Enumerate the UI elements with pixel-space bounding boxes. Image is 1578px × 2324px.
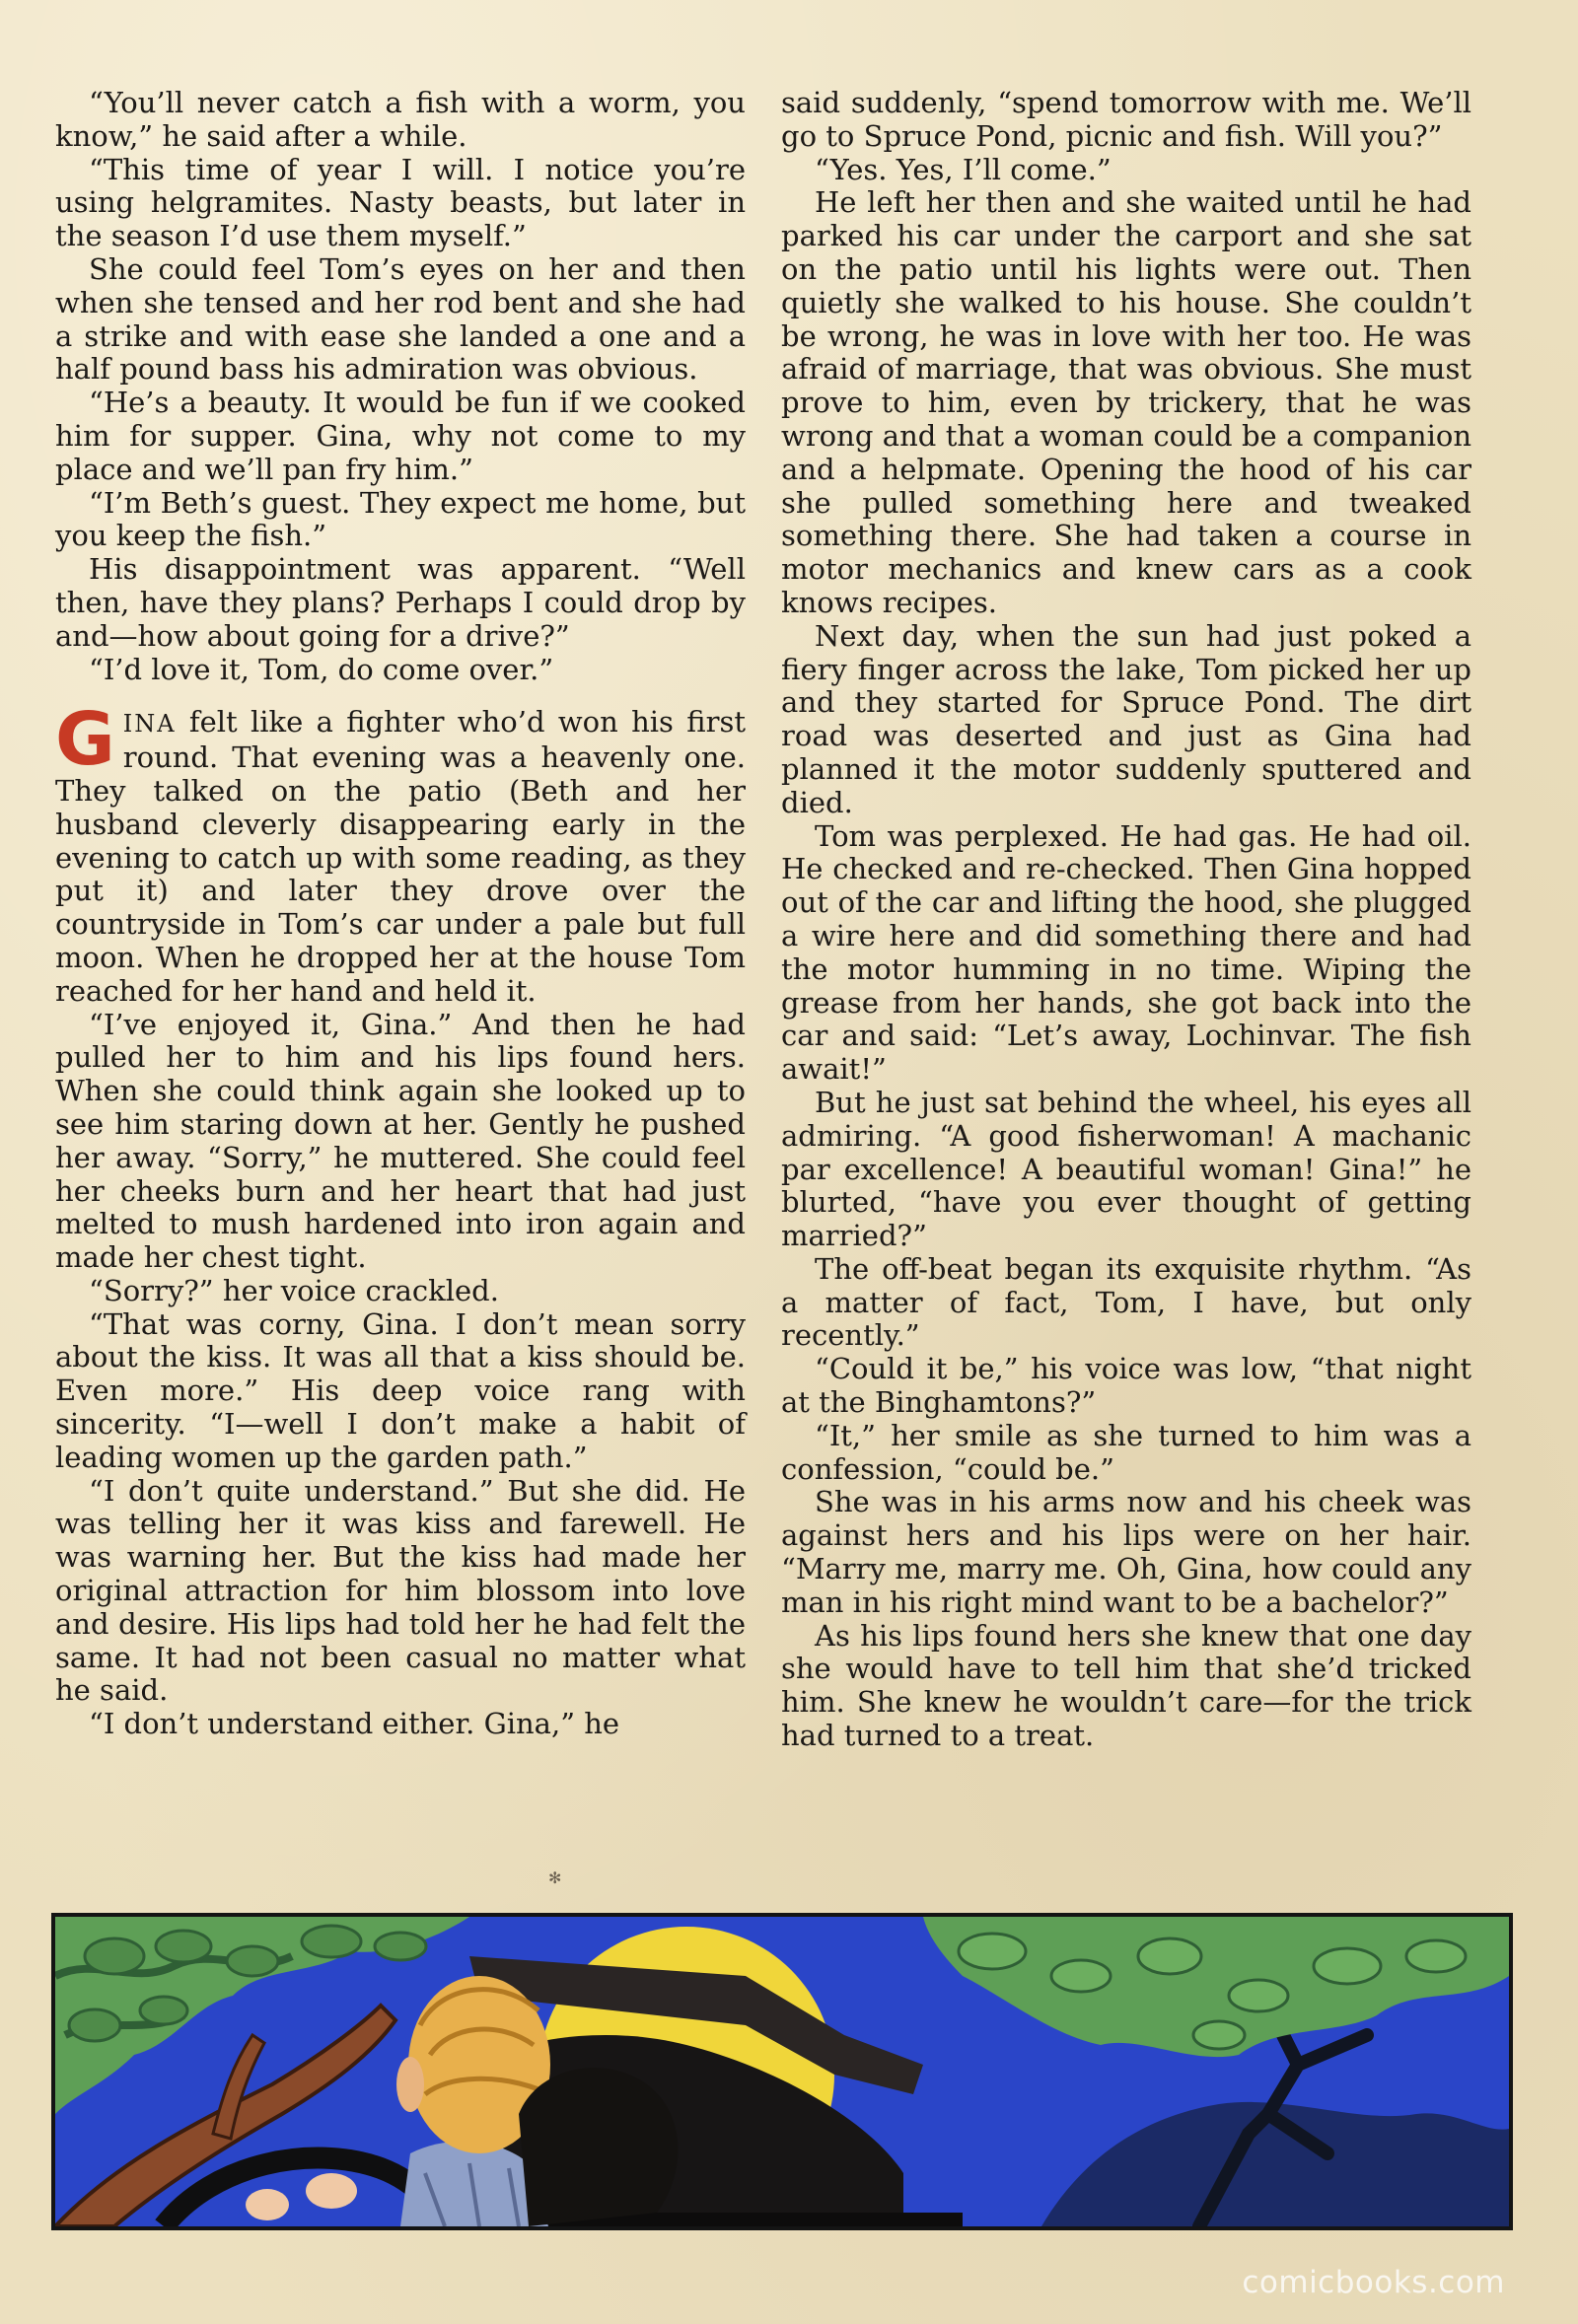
paragraph: She was in his arms now and his cheek was against hers and his lips were on her hair. “Marry me, marry me. Oh, Gina, how could any man in his right mind want to be a bachelor?” [781, 1485, 1471, 1619]
paragraph: Next day, when the sun had just poked a fiery finger across the lake, Tom picked her up and they started for Spruce Pond. The dirt road was deserted and just as Gina had planned it the motor suddenly sputtered and died. [781, 618, 1471, 819]
paragraph: The off-beat began its exquisite rhythm. “As a matter of fact, Tom, I have, but only recently.” [781, 1251, 1471, 1353]
paragraph: “I’ve enjoyed it, Gina.” And then he had pulled her to him and his lips found hers. When she could think again she looked up to see him staring down at her. Gently he pushed her away. “Sorry,” he muttered. She could feel her cheeks burn and her heart that had just melted to mush hardened into iron again and made her chest tight. [55, 1007, 746, 1275]
paragraph: She could feel Tom’s eyes on her and then when she tensed and her rod bent and she had a strike and with ease she landed a one and a half pound bass his admiration was obvious. [55, 251, 746, 387]
paragraph: “He’s a beauty. It would be fun if we cooked him for supper. Gina, why not come to my place and we’ll pan fry him.” [55, 386, 746, 486]
paragraph: “That was corny, Gina. I don’t mean sorry about the kiss. It was all that a kiss should be. Even more.” His deep voice rang with sincerity. “I—well I don’t make a habit of leading women up the garden path.” [55, 1306, 746, 1474]
paragraph: “Yes. Yes, I’ll come.” [815, 152, 1112, 186]
left-text-column [55, 87, 746, 1741]
illustration-panel [51, 1913, 1513, 2230]
paragraph: His disappointment was apparent. “Well then, have they plans? Perhaps I could drop by and—how about going for a drive?” [55, 552, 746, 653]
paragraph: As his lips found hers she knew that one day she would have to tell him that she’d tricked him. She knew he wouldn’t care—for the trick had turned to a treat. [781, 1618, 1471, 1753]
drop-cap: G [55, 697, 115, 783]
ornament-icon: ✻ [548, 1868, 562, 1887]
paragraph: “I don’t understand either. Gina,” he [89, 1707, 620, 1741]
paragraph: He left her then and she waited until he had parked his car under the carport and she sat on the patio until his lights were out. Then quietly she walked to his house. She couldn’t be wrong, he was in love with her too. He was afraid of marriage, that was obvious. She must prove to him, even by trickery, that he was wrong and that a woman could be a companion and a helpmate. Opening the hood of his car she pulled something here and tweaked something there. She had taken a course in motor mechanics and knew cars as a cook knows recipes. [781, 185, 1471, 619]
paragraph: “Could it be,” his voice was low, “that night at the Binghamtons?” [781, 1352, 1471, 1420]
watermark: comicbooks.com [1242, 2265, 1505, 2300]
paragraph: “I’d love it, Tom, do come over.” [89, 652, 554, 686]
couple-in-car-moonlight-illustration [55, 1917, 1509, 2226]
section-opening-paragraph [55, 697, 746, 1008]
paragraph: “You’ll never catch a fish with a worm, you know,” he said after a while. [55, 86, 746, 153]
paragraph: “I don’t quite understand.” But she did. He was telling her it was kiss and farewell. He was warning her. But the kiss had made her original attraction for him blossom into love and desire. His lips had told her he had felt the same. It had not been casual no matter what he said. [55, 1473, 746, 1708]
paragraph-text: felt like a fighter who’d won his first round. That evening was a heavenly one. They talked on the patio (Beth and her husband cleverly disappearing early in the evening to catch up with some reading, as they put it) and later they drove over the countryside in Tom’s car under a pale but full moon. When he dropped her at the house Tom reached for her hand and held it. [55, 705, 746, 1008]
paragraph: “Sorry?” her voice crackled. [89, 1273, 499, 1307]
right-text-column [781, 87, 1471, 1753]
paragraph: “This time of year I will. I notice you’re using helgramites. Nasty beasts, but later in the season I’d use them myself.” [55, 152, 746, 253]
paragraph: said suddenly, “spend tomorrow with me. We’ll go to Spruce Pond, picnic and fish. Will you?” [781, 86, 1471, 153]
paragraph: Tom was perplexed. He had gas. He had oil. He checked and re-checked. Then Gina hopped out of the car and lifting the hood, she plugged a wire here and did something there and had the motor humming in no time. Wiping the grease from her hands, she got back into the car and said: “Let’s away, Lochinvar. The fish await!” [781, 818, 1471, 1087]
drop-cap-continuation: INA [122, 710, 177, 739]
paragraph: But he just sat behind the wheel, his eyes all admiring. “A good fisherwoman! A machanic par excellence! A beautiful woman! Gina!” he blurted, “have you ever thought of getting married?” [781, 1085, 1471, 1253]
paragraph: “I’m Beth’s guest. They expect me home, but you keep the fish.” [55, 485, 746, 553]
paragraph: “It,” her smile as she turned to him was a confession, “could be.” [781, 1418, 1471, 1486]
